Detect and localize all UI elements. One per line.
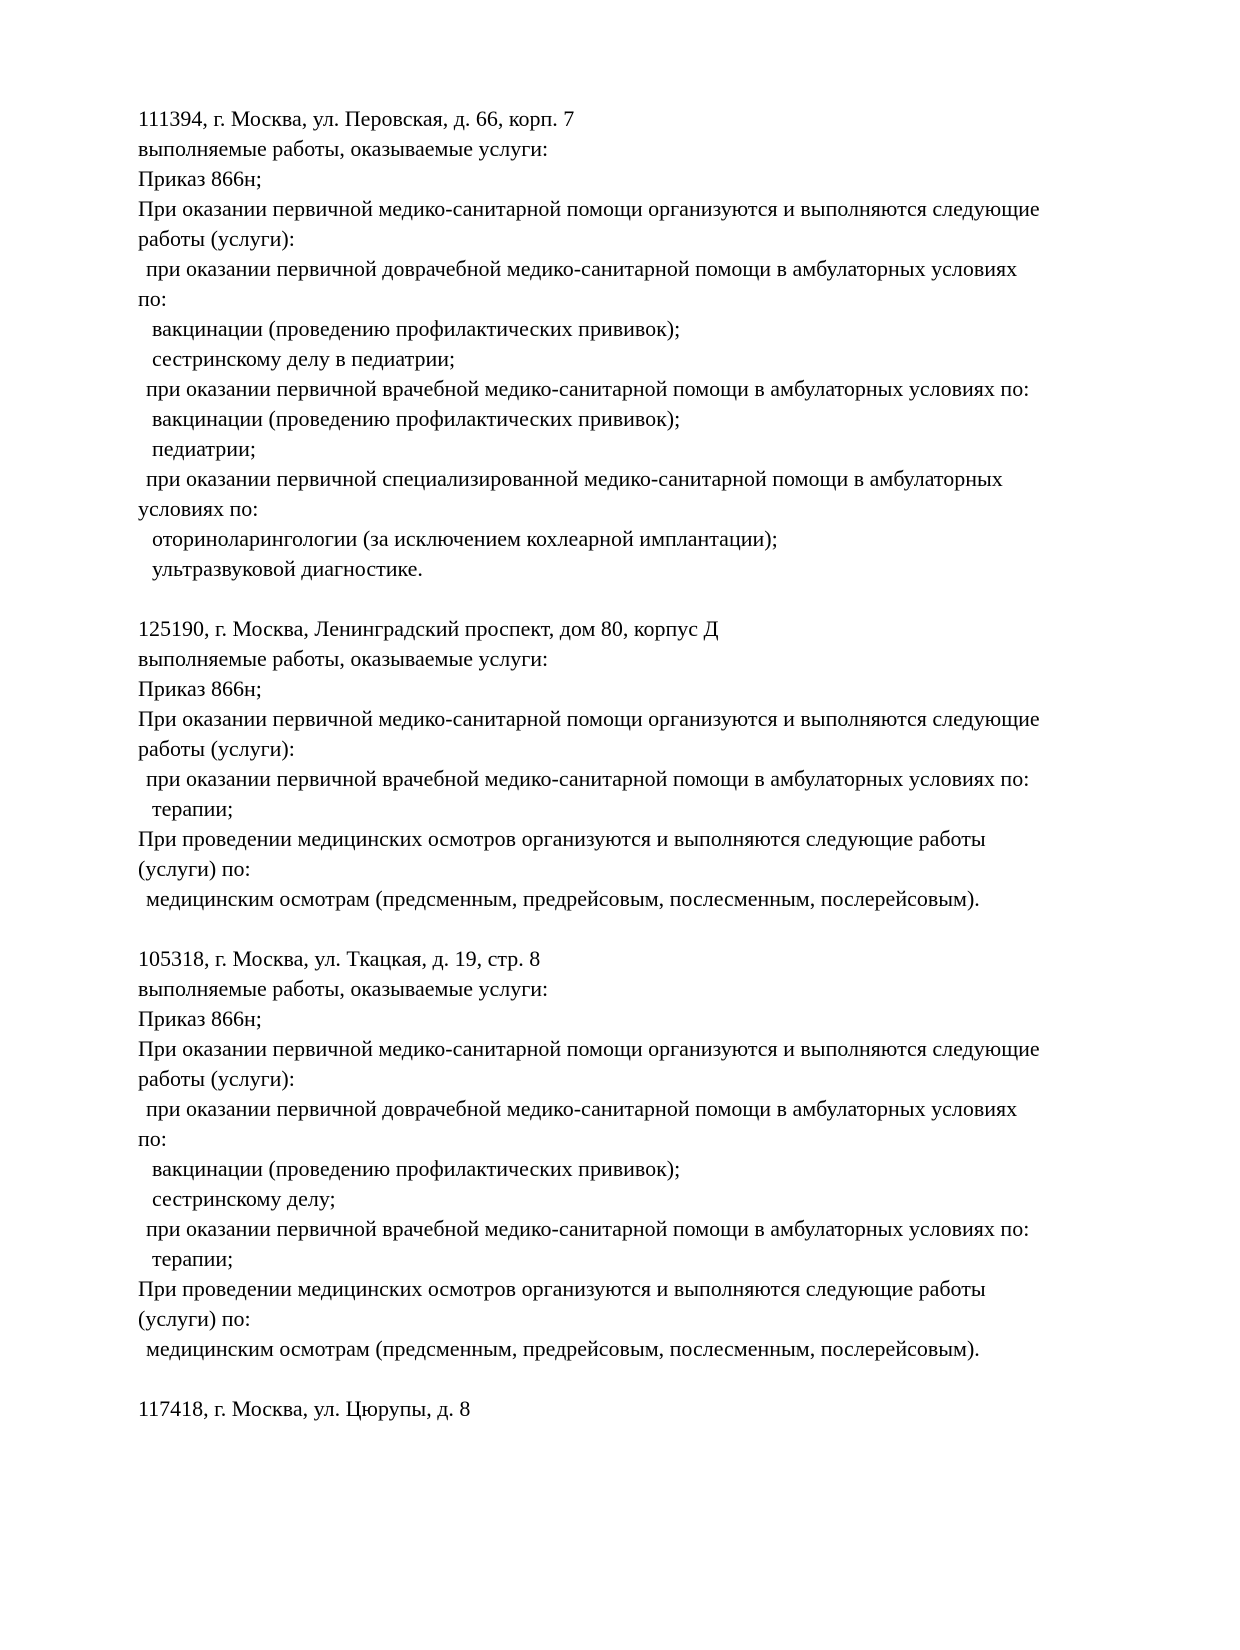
address-line: 105318, г. Москва, ул. Ткацкая, д. 19, стр. 8 xyxy=(138,946,541,971)
address-block-125190 xyxy=(138,614,1180,914)
text-line: при оказании первичной врачебной медико-санитарной помощи в амбулаторных условиях по: xyxy=(146,1216,1030,1241)
text-line: работы (услуги): xyxy=(138,1066,295,1091)
address-block-105318 xyxy=(138,944,1180,1364)
text-line: при оказании первичной специализированной медико-санитарной помощи в амбулаторных xyxy=(146,466,1003,491)
address-block-117418 xyxy=(138,1394,1180,1424)
text-line: выполняемые работы, оказываемые услуги: xyxy=(138,136,549,161)
text-line: При проведении медицинских осмотров организуются и выполняются следующие работы xyxy=(138,1276,986,1301)
text-line: При оказании первичной медико-санитарной помощи организуются и выполняются следующие xyxy=(138,706,1040,731)
text-line: при оказании первичной врачебной медико-санитарной помощи в амбулаторных условиях по: xyxy=(146,376,1030,401)
text-line: работы (услуги): xyxy=(138,226,295,251)
text-line: вакцинации (проведению профилактических прививок); xyxy=(152,316,681,341)
text-line: При оказании первичной медико-санитарной помощи организуются и выполняются следующие xyxy=(138,196,1040,221)
address-line: 111394, г. Москва, ул. Перовская, д. 66, корп. 7 xyxy=(138,106,575,131)
text-line: вакцинации (проведению профилактических прививок); xyxy=(152,1156,681,1181)
text-line: по: xyxy=(138,286,167,311)
text-line: (услуги) по: xyxy=(138,856,251,881)
text-line: ультразвуковой диагностике. xyxy=(152,556,423,581)
address-line: 117418, г. Москва, ул. Цюрупы, д. 8 xyxy=(138,1396,471,1421)
text-line: терапии; xyxy=(152,796,234,821)
text-line: терапии; xyxy=(152,1246,234,1271)
address-block-111394 xyxy=(138,104,1180,584)
text-line: выполняемые работы, оказываемые услуги: xyxy=(138,976,549,1001)
license-works-services-text xyxy=(138,104,1180,1424)
text-line: оториноларингологии (за исключением кохлеарной имплантации); xyxy=(152,526,778,551)
text-line: сестринскому делу; xyxy=(152,1186,336,1211)
text-line: работы (услуги): xyxy=(138,736,295,761)
text-line: условиях по: xyxy=(138,496,259,521)
text-line: при оказании первичной врачебной медико-санитарной помощи в амбулаторных условиях по: xyxy=(146,766,1030,791)
text-line: педиатрии; xyxy=(152,436,256,461)
text-line: по: xyxy=(138,1126,167,1151)
text-line: Приказ 866н; xyxy=(138,166,262,191)
text-line: при оказании первичной доврачебной медико-санитарной помощи в амбулаторных условиях xyxy=(146,1096,1018,1121)
text-line: медицинским осмотрам (предсменным, предрейсовым, послесменным, послерейсовым). xyxy=(146,886,980,911)
text-line: выполняемые работы, оказываемые услуги: xyxy=(138,646,549,671)
text-line: Приказ 866н; xyxy=(138,676,262,701)
text-line: сестринскому делу в педиатрии; xyxy=(152,346,456,371)
address-line: 125190, г. Москва, Ленинградский проспект, дом 80, корпус Д xyxy=(138,616,719,641)
text-line: при оказании первичной доврачебной медико-санитарной помощи в амбулаторных условиях xyxy=(146,256,1018,281)
text-line: При оказании первичной медико-санитарной помощи организуются и выполняются следующие xyxy=(138,1036,1040,1061)
text-line: При проведении медицинских осмотров организуются и выполняются следующие работы xyxy=(138,826,986,851)
text-line: медицинским осмотрам (предсменным, предрейсовым, послесменным, послерейсовым). xyxy=(146,1336,980,1361)
text-line: (услуги) по: xyxy=(138,1306,251,1331)
text-line: вакцинации (проведению профилактических прививок); xyxy=(152,406,681,431)
text-line: Приказ 866н; xyxy=(138,1006,262,1031)
